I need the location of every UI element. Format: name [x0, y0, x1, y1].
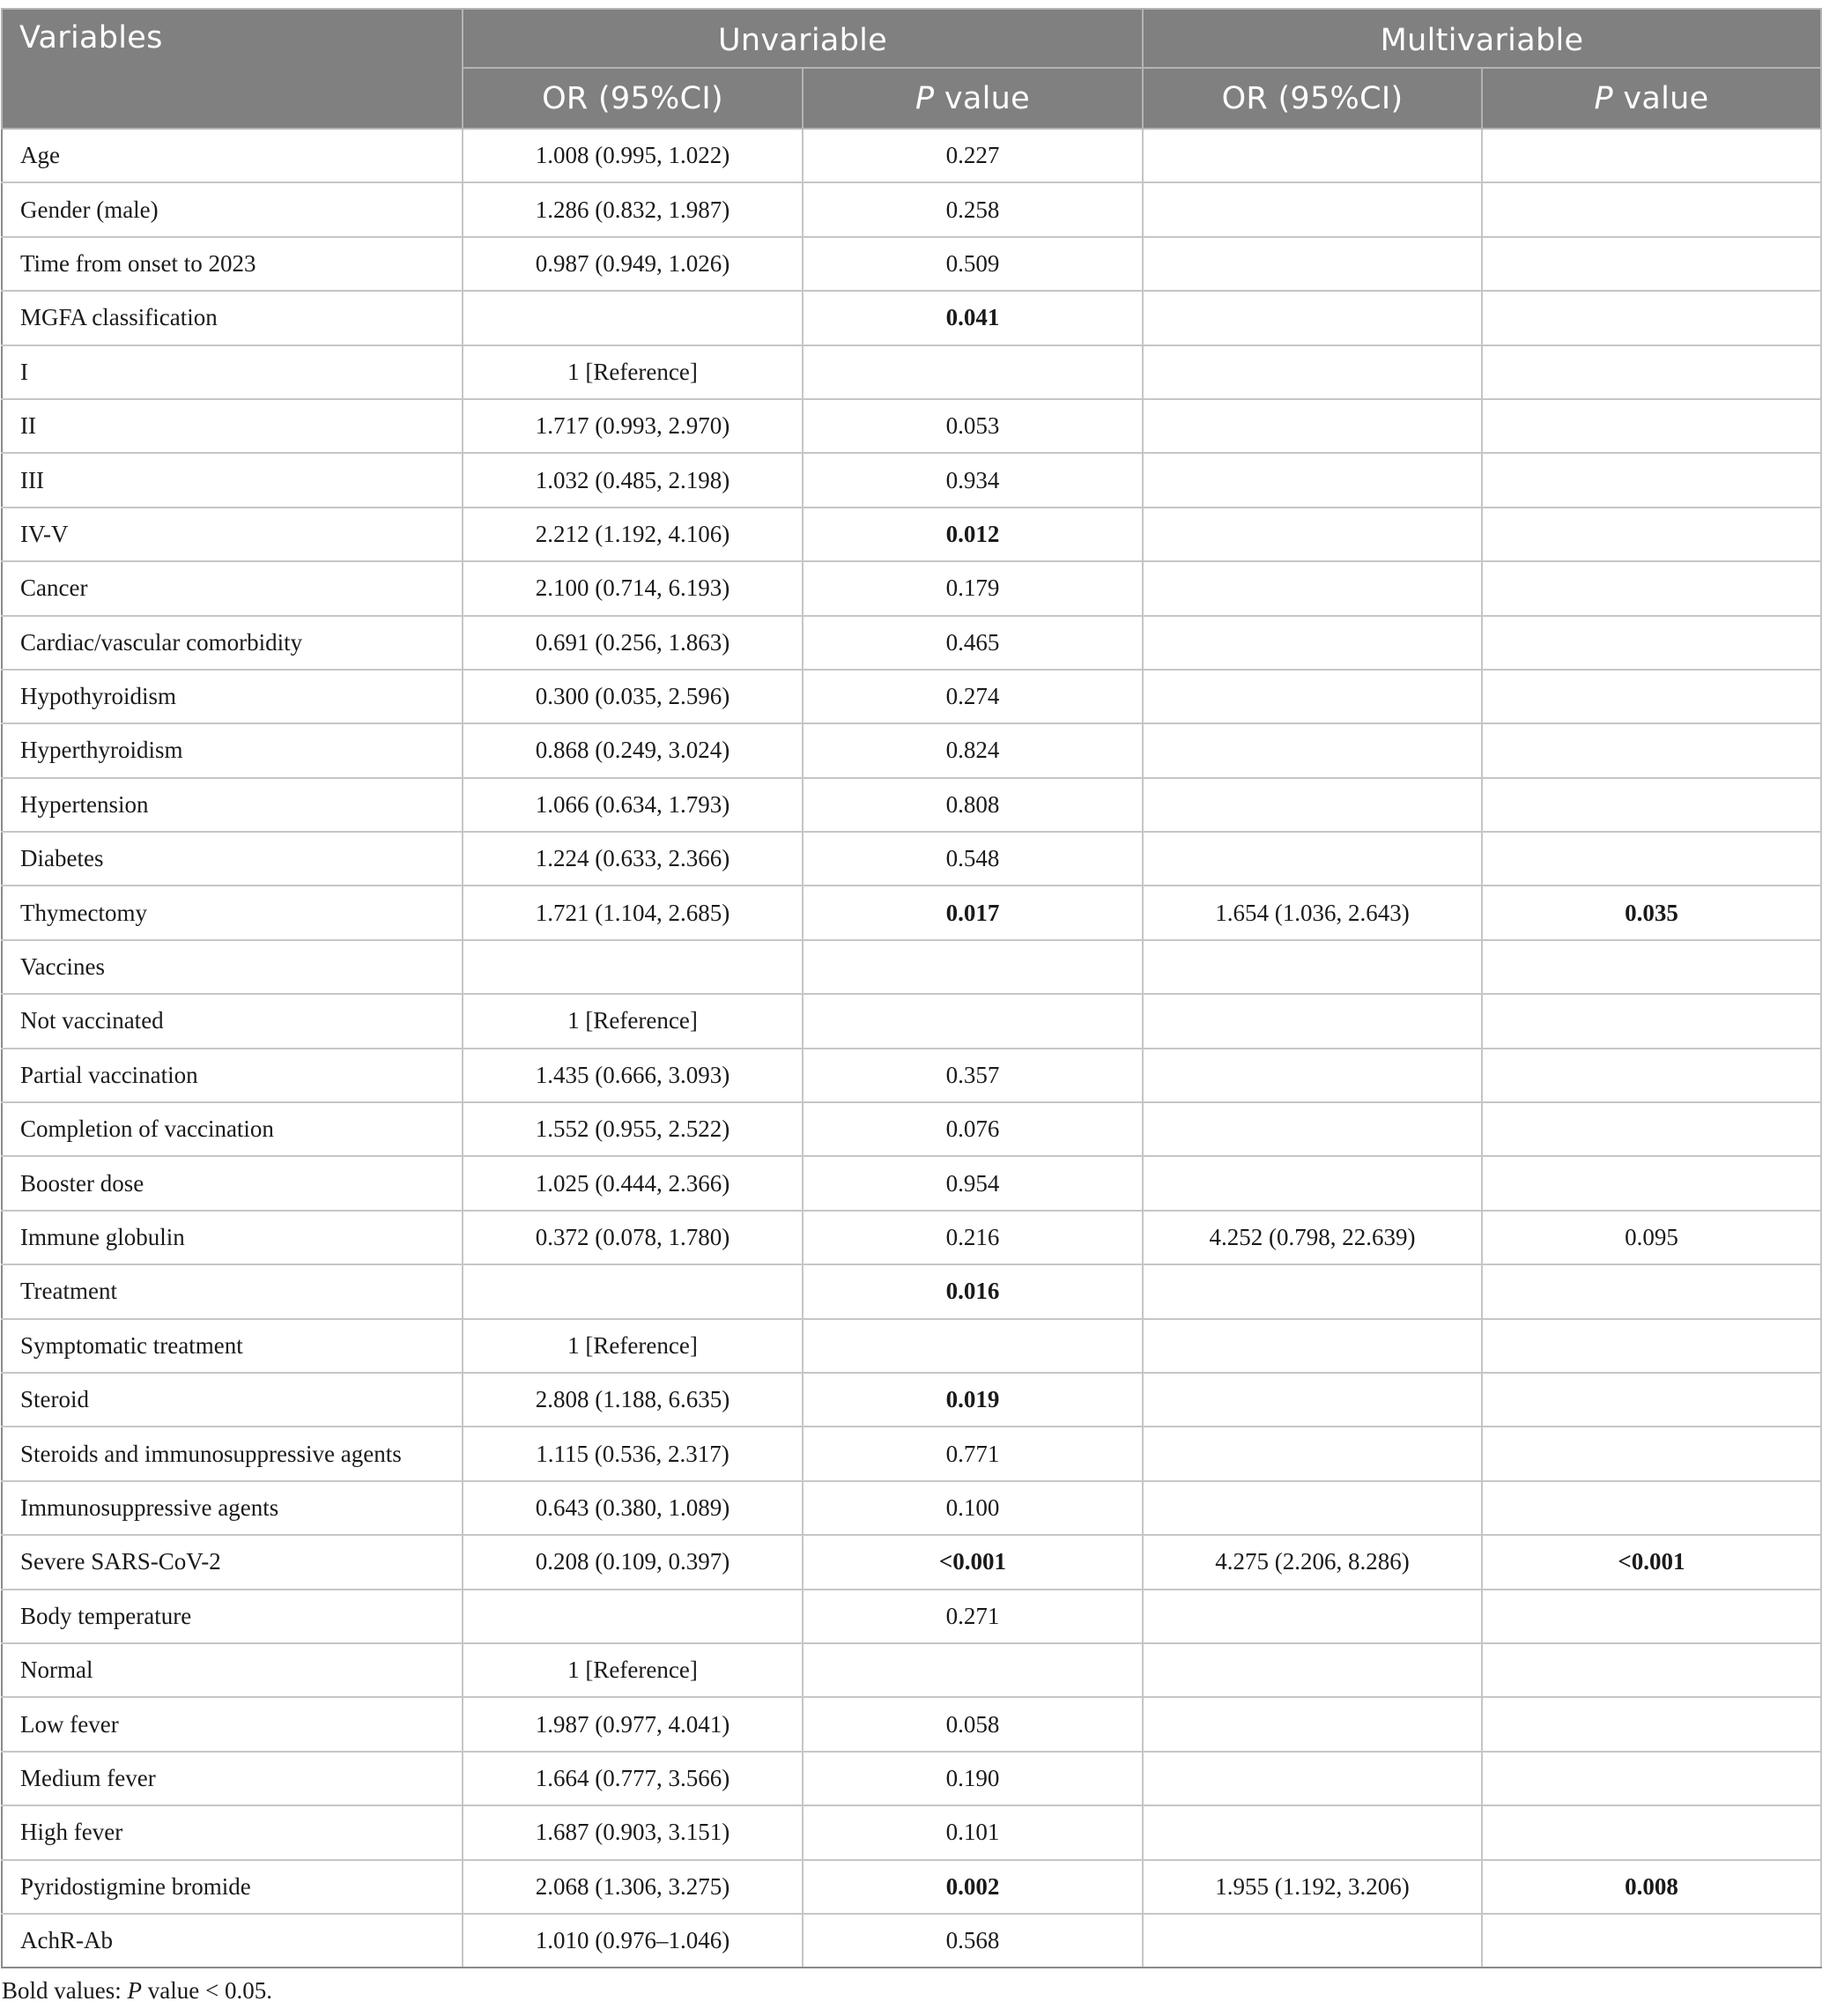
cell-multi-or: [1143, 129, 1482, 182]
table-row: [2, 1264, 1821, 1318]
cell-uni-p: [803, 994, 1143, 1048]
cell-variable: Partial vaccination: [2, 1049, 463, 1102]
cell-uni-or: 1.115 (0.536, 2.317): [463, 1427, 803, 1480]
cell-variable: Symptomatic treatment: [2, 1319, 463, 1373]
cell-multi-p: [1482, 994, 1821, 1048]
cell-multi-or: [1143, 182, 1482, 236]
cell-uni-or: 1.008 (0.995, 1.022): [463, 129, 803, 182]
cell-variable: I: [2, 345, 463, 399]
cell-uni-p: 0.271: [803, 1590, 1143, 1643]
cell-variable: High fever: [2, 1805, 463, 1859]
table-row: [2, 508, 1821, 561]
cell-multi-or: [1143, 1752, 1482, 1805]
table-row: [2, 670, 1821, 723]
cell-multi-p: [1482, 453, 1821, 507]
cell-variable: Immune globulin: [2, 1211, 463, 1264]
cell-uni-or: 2.212 (1.192, 4.106): [463, 508, 803, 561]
cell-variable: Normal: [2, 1643, 463, 1697]
cell-uni-or: 1.032 (0.485, 2.198): [463, 453, 803, 507]
table-row: [2, 778, 1821, 832]
header-multi-or: OR (95%CI): [1143, 68, 1482, 129]
cell-uni-p: 0.016: [803, 1264, 1143, 1318]
cell-uni-p: 0.357: [803, 1049, 1143, 1102]
table-row: [2, 561, 1821, 615]
cell-uni-p: 0.101: [803, 1805, 1143, 1859]
cell-multi-p: [1482, 1102, 1821, 1156]
cell-multi-p: [1482, 1697, 1821, 1751]
cell-variable: AchR-Ab: [2, 1914, 463, 1968]
cell-uni-p: 0.548: [803, 832, 1143, 886]
cell-multi-or: [1143, 1049, 1482, 1102]
cell-variable: Severe SARS-CoV-2: [2, 1535, 463, 1589]
cell-multi-p: [1482, 508, 1821, 561]
cell-variable: Booster dose: [2, 1156, 463, 1210]
cell-variable: Hypothyroidism: [2, 670, 463, 723]
cell-uni-or: 1.066 (0.634, 1.793): [463, 778, 803, 832]
cell-uni-or: 1.987 (0.977, 4.041): [463, 1697, 803, 1751]
cell-multi-p: 0.008: [1482, 1860, 1821, 1914]
cell-uni-p: [803, 940, 1143, 994]
header-uni-or: OR (95%CI): [463, 68, 803, 129]
cell-uni-or: 1.687 (0.903, 3.151): [463, 1805, 803, 1859]
header-p-italic: P: [915, 80, 935, 116]
cell-uni-or: 2.808 (1.188, 6.635): [463, 1373, 803, 1427]
cell-multi-p: [1482, 832, 1821, 886]
cell-multi-p: 0.095: [1482, 1211, 1821, 1264]
header-multi-p: [1482, 68, 1821, 129]
cell-uni-or: 0.300 (0.035, 2.596): [463, 670, 803, 723]
cell-uni-p: 0.041: [803, 291, 1143, 345]
table-row: [2, 723, 1821, 777]
cell-multi-or: [1143, 616, 1482, 670]
table-row: [2, 616, 1821, 670]
cell-uni-or: 1.435 (0.666, 3.093): [463, 1049, 803, 1102]
cell-uni-p: 0.808: [803, 778, 1143, 832]
cell-uni-p: 0.012: [803, 508, 1143, 561]
cell-multi-p: [1482, 345, 1821, 399]
table-row: [2, 1481, 1821, 1535]
cell-uni-p: 0.002: [803, 1860, 1143, 1914]
cell-uni-p: 0.076: [803, 1102, 1143, 1156]
cell-multi-p: [1482, 723, 1821, 777]
cell-multi-or: [1143, 237, 1482, 291]
cell-variable: Cancer: [2, 561, 463, 615]
cell-multi-or: [1143, 832, 1482, 886]
cell-multi-p: [1482, 561, 1821, 615]
cell-uni-p: 0.954: [803, 1156, 1143, 1210]
table-body: [2, 129, 1821, 1968]
cell-uni-p: 0.179: [803, 561, 1143, 615]
cell-multi-or: [1143, 1914, 1482, 1968]
cell-uni-p: 0.190: [803, 1752, 1143, 1805]
cell-multi-or: [1143, 1373, 1482, 1427]
cell-multi-p: [1482, 1049, 1821, 1102]
cell-multi-or: [1143, 399, 1482, 453]
cell-variable: Completion of vaccination: [2, 1102, 463, 1156]
cell-multi-or: [1143, 723, 1482, 777]
cell-uni-p: 0.274: [803, 670, 1143, 723]
cell-uni-or: [463, 1590, 803, 1643]
results-table: [1, 8, 1822, 1968]
cell-multi-or: [1143, 1590, 1482, 1643]
table-row: [2, 1805, 1821, 1859]
cell-multi-or: [1143, 453, 1482, 507]
cell-variable: Immunosuppressive agents: [2, 1481, 463, 1535]
cell-uni-or: 1 [Reference]: [463, 1319, 803, 1373]
cell-multi-p: [1482, 1427, 1821, 1480]
cell-variable: Steroids and immunosuppressive agents: [2, 1427, 463, 1480]
cell-variable: Cardiac/vascular comorbidity: [2, 616, 463, 670]
cell-uni-or: [463, 1264, 803, 1318]
cell-variable: II: [2, 399, 463, 453]
table-row: [2, 1860, 1821, 1914]
cell-uni-or: 1.286 (0.832, 1.987): [463, 182, 803, 236]
cell-uni-p: 0.509: [803, 237, 1143, 291]
footnote-prefix: Bold values:: [2, 1977, 128, 2004]
header-p-rest: value: [934, 80, 1030, 116]
table-row: [2, 399, 1821, 453]
cell-multi-p: [1482, 1590, 1821, 1643]
table-row: [2, 1049, 1821, 1102]
cell-uni-p: 0.568: [803, 1914, 1143, 1968]
cell-multi-or: [1143, 670, 1482, 723]
header-multivariable: Multivariable: [1143, 9, 1821, 68]
cell-multi-p: [1482, 778, 1821, 832]
cell-uni-p: 0.258: [803, 182, 1143, 236]
cell-multi-p: [1482, 1752, 1821, 1805]
table-row: [2, 1319, 1821, 1373]
cell-variable: Medium fever: [2, 1752, 463, 1805]
cell-uni-p: 0.019: [803, 1373, 1143, 1427]
table-header: [2, 9, 1821, 129]
cell-uni-p: 0.771: [803, 1427, 1143, 1480]
cell-uni-or: 1.224 (0.633, 2.366): [463, 832, 803, 886]
table-row: [2, 994, 1821, 1048]
cell-multi-or: [1143, 1264, 1482, 1318]
cell-variable: IV-V: [2, 508, 463, 561]
cell-multi-p: [1482, 1914, 1821, 1968]
cell-uni-or: 1.664 (0.777, 3.566): [463, 1752, 803, 1805]
cell-multi-p: [1482, 616, 1821, 670]
cell-variable: Time from onset to 2023: [2, 237, 463, 291]
cell-variable: Gender (male): [2, 182, 463, 236]
cell-multi-p: [1482, 1264, 1821, 1318]
table-row: [2, 1373, 1821, 1427]
cell-multi-p: [1482, 129, 1821, 182]
cell-multi-p: [1482, 1481, 1821, 1535]
cell-variable: Pyridostigmine bromide: [2, 1860, 463, 1914]
cell-uni-p: [803, 1643, 1143, 1697]
cell-variable: Vaccines: [2, 940, 463, 994]
cell-multi-p: [1482, 1156, 1821, 1210]
cell-uni-p: <0.001: [803, 1535, 1143, 1589]
cell-multi-or: 1.955 (1.192, 3.206): [1143, 1860, 1482, 1914]
cell-variable: Not vaccinated: [2, 994, 463, 1048]
cell-variable: Thymectomy: [2, 886, 463, 939]
table-row: [2, 1697, 1821, 1751]
cell-variable: Body temperature: [2, 1590, 463, 1643]
cell-uni-p: 0.053: [803, 399, 1143, 453]
table-footnote: [2, 1977, 272, 2005]
cell-variable: Steroid: [2, 1373, 463, 1427]
cell-multi-p: [1482, 399, 1821, 453]
header-p-italic: P: [1594, 80, 1613, 116]
cell-uni-p: 0.824: [803, 723, 1143, 777]
header-univariable: Unvariable: [463, 9, 1143, 68]
cell-uni-p: 0.017: [803, 886, 1143, 939]
cell-multi-p: <0.001: [1482, 1535, 1821, 1589]
table-row: [2, 1914, 1821, 1968]
cell-multi-or: [1143, 561, 1482, 615]
cell-multi-or: [1143, 1427, 1482, 1480]
cell-multi-or: [1143, 1481, 1482, 1535]
cell-uni-or: 1.721 (1.104, 2.685): [463, 886, 803, 939]
cell-uni-or: 0.643 (0.380, 1.089): [463, 1481, 803, 1535]
cell-multi-or: [1143, 778, 1482, 832]
cell-multi-or: [1143, 994, 1482, 1048]
cell-uni-or: 1 [Reference]: [463, 345, 803, 399]
cell-variable: MGFA classification: [2, 291, 463, 345]
cell-multi-or: [1143, 1319, 1482, 1373]
cell-multi-or: [1143, 291, 1482, 345]
cell-multi-or: [1143, 940, 1482, 994]
cell-multi-p: [1482, 182, 1821, 236]
cell-uni-or: [463, 291, 803, 345]
table-row: [2, 1643, 1821, 1697]
cell-variable: Low fever: [2, 1697, 463, 1751]
cell-variable: Age: [2, 129, 463, 182]
cell-uni-p: 0.465: [803, 616, 1143, 670]
table-row: [2, 345, 1821, 399]
cell-multi-p: [1482, 237, 1821, 291]
cell-multi-p: 0.035: [1482, 886, 1821, 939]
cell-uni-or: 1.025 (0.444, 2.366): [463, 1156, 803, 1210]
cell-multi-or: [1143, 1102, 1482, 1156]
cell-multi-p: [1482, 291, 1821, 345]
cell-multi-or: [1143, 1156, 1482, 1210]
cell-uni-p: 0.934: [803, 453, 1143, 507]
table-row: [2, 1156, 1821, 1210]
cell-uni-p: 0.100: [803, 1481, 1143, 1535]
cell-uni-p: [803, 1319, 1143, 1373]
cell-uni-or: 1 [Reference]: [463, 1643, 803, 1697]
cell-multi-or: 4.252 (0.798, 22.639): [1143, 1211, 1482, 1264]
header-variables: Variables: [2, 9, 463, 129]
header-uni-p: [803, 68, 1143, 129]
cell-uni-p: 0.227: [803, 129, 1143, 182]
cell-multi-p: [1482, 940, 1821, 994]
cell-uni-or: 0.372 (0.078, 1.780): [463, 1211, 803, 1264]
cell-uni-or: 1.552 (0.955, 2.522): [463, 1102, 803, 1156]
cell-uni-or: 0.208 (0.109, 0.397): [463, 1535, 803, 1589]
cell-variable: Diabetes: [2, 832, 463, 886]
footnote-suffix: value < 0.05.: [142, 1977, 272, 2004]
cell-multi-or: [1143, 508, 1482, 561]
cell-variable: III: [2, 453, 463, 507]
cell-multi-or: 4.275 (2.206, 8.286): [1143, 1535, 1482, 1589]
cell-uni-or: 1 [Reference]: [463, 994, 803, 1048]
table-row: [2, 129, 1821, 182]
cell-multi-p: [1482, 1319, 1821, 1373]
cell-variable: Hyperthyroidism: [2, 723, 463, 777]
cell-uni-or: 0.987 (0.949, 1.026): [463, 237, 803, 291]
cell-multi-or: 1.654 (1.036, 2.643): [1143, 886, 1482, 939]
cell-variable: Treatment: [2, 1264, 463, 1318]
table-row: [2, 1590, 1821, 1643]
table-row: [2, 1535, 1821, 1589]
cell-uni-p: 0.058: [803, 1697, 1143, 1751]
cell-uni-or: [463, 940, 803, 994]
cell-uni-p: 0.216: [803, 1211, 1143, 1264]
cell-uni-or: 0.691 (0.256, 1.863): [463, 616, 803, 670]
cell-multi-p: [1482, 1643, 1821, 1697]
table-row: [2, 237, 1821, 291]
cell-uni-p: [803, 345, 1143, 399]
table-row: [2, 1211, 1821, 1264]
cell-multi-or: [1143, 1643, 1482, 1697]
cell-variable: Hypertension: [2, 778, 463, 832]
cell-uni-or: 2.100 (0.714, 6.193): [463, 561, 803, 615]
cell-multi-or: [1143, 1805, 1482, 1859]
cell-multi-or: [1143, 345, 1482, 399]
header-row-groups: [2, 9, 1821, 68]
cell-multi-p: [1482, 1373, 1821, 1427]
table-row: [2, 886, 1821, 939]
cell-uni-or: 1.717 (0.993, 2.970): [463, 399, 803, 453]
header-p-rest: value: [1612, 80, 1709, 116]
table-row: [2, 453, 1821, 507]
cell-multi-p: [1482, 670, 1821, 723]
table-row: [2, 1752, 1821, 1805]
table-row: [2, 1427, 1821, 1480]
cell-uni-or: 2.068 (1.306, 3.275): [463, 1860, 803, 1914]
table-row: [2, 940, 1821, 994]
cell-multi-or: [1143, 1697, 1482, 1751]
cell-uni-or: 0.868 (0.249, 3.024): [463, 723, 803, 777]
table-row: [2, 291, 1821, 345]
cell-multi-p: [1482, 1805, 1821, 1859]
footnote-p-italic: P: [127, 1977, 142, 2004]
table-row: [2, 182, 1821, 236]
cell-uni-or: 1.010 (0.976–1.046): [463, 1914, 803, 1968]
table-row: [2, 832, 1821, 886]
table-row: [2, 1102, 1821, 1156]
